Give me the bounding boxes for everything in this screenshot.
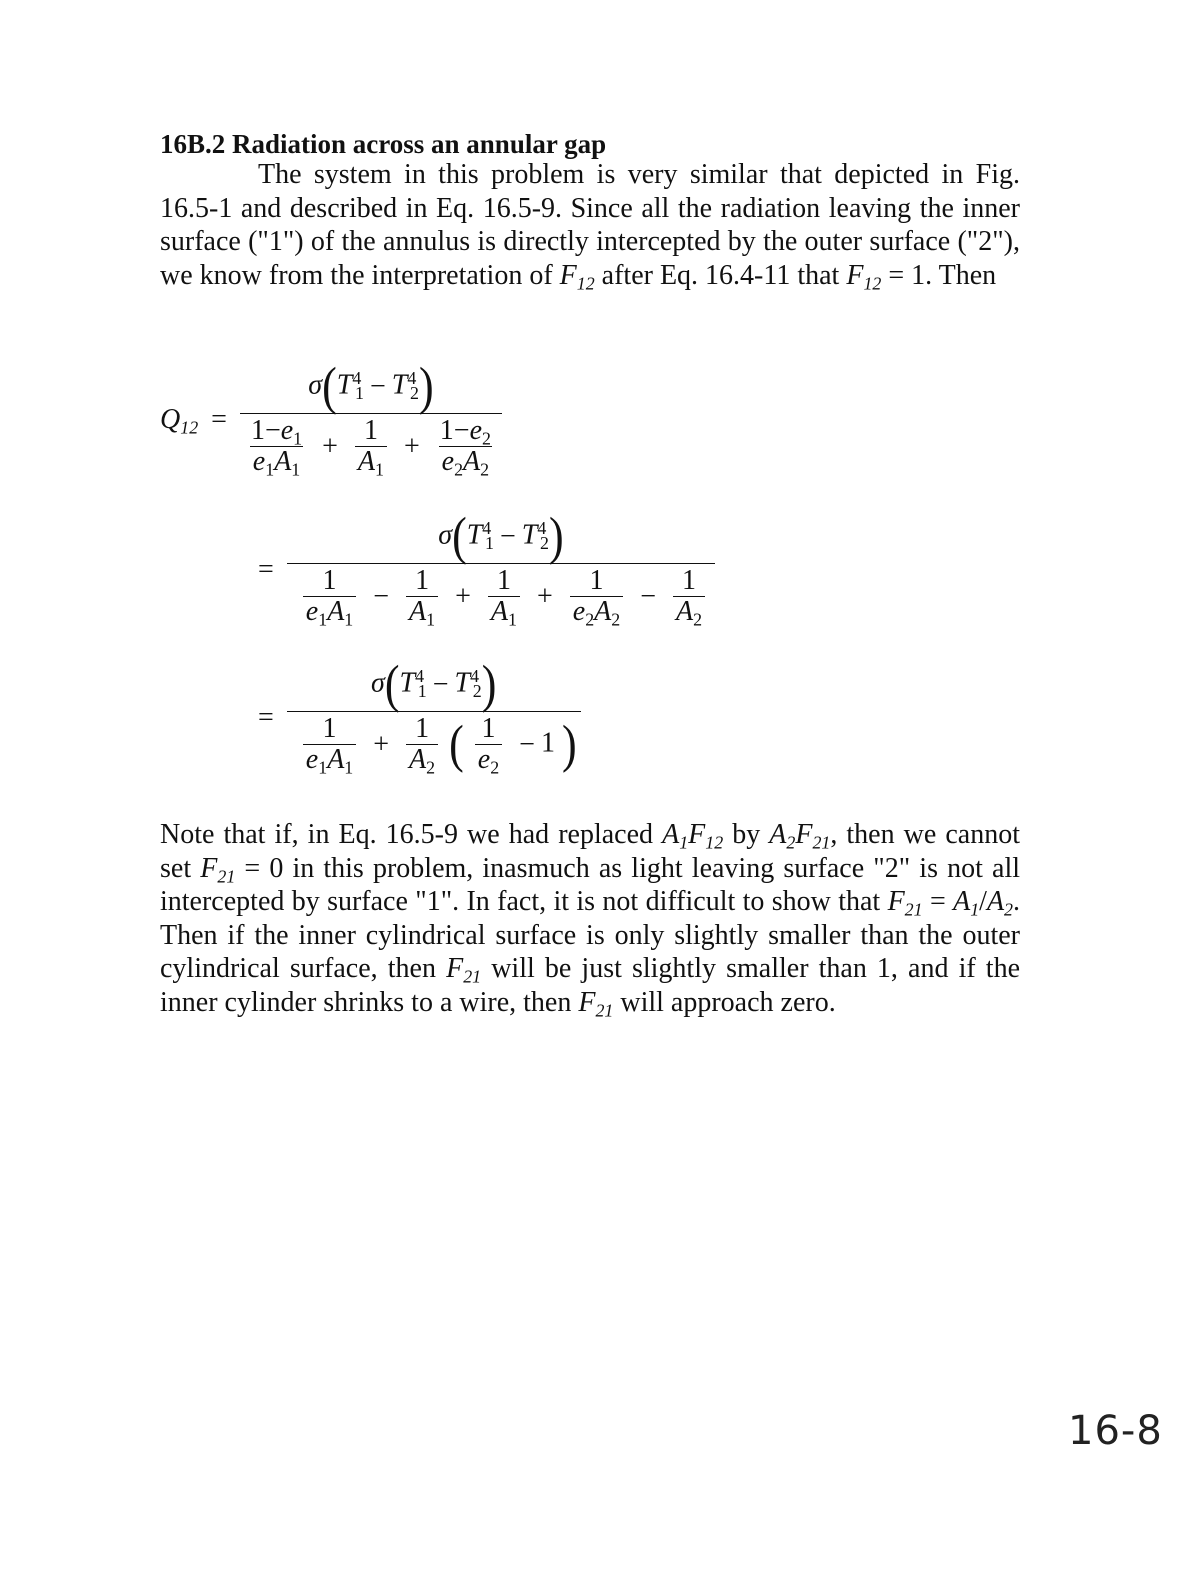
para1-text-2: after Eq. 16.4-11 that — [594, 259, 847, 291]
eq1-numerator: $\sigma(T^4_1 - T^4_2)$ — [308, 356, 434, 416]
para1-text-1: The system in this problem is very similar that depicted in Fig. 16.5-1 and described in Eq. 16.5-9. Since all the radiation leaving the inner surface ("1") of the annulus is directly intercepted by the outer surface ("2"), we know from the interpretation of — [160, 159, 1020, 291]
note-paragraph — [160, 818, 1020, 1019]
math-F21: $F_{21}$ — [578, 986, 614, 1020]
eq2-fraction — [287, 506, 715, 630]
math-A1F12: $A_1F_{12}$ — [662, 819, 724, 853]
eq1-denominator: $\frac{1-e_1}{e_1A_1}$ + $\frac{1}{A_1}$ + $\frac{1-e_2}{e_2A_2}$ — [240, 413, 502, 479]
term-1-over-A1: $\frac{1}{A_1}$ — [488, 566, 520, 629]
math-F21-equals-A1-over-A2: $F_{21} = A_1/A_2$ — [887, 886, 1013, 920]
para1-text-3: = 1. Then — [881, 259, 997, 291]
term-1-over-A2: $\frac{1}{A_2}$ — [673, 566, 705, 629]
eq2-denominator: $\frac{1}{e_1A_1}$ − $\frac{1}{A_1}$ + $\frac{1}{A_1}$ + $\frac{1}{e_2A_2}$ − $\frac{1}{A_2}$ — [287, 563, 715, 629]
term-1-over-e1A1: $\frac{1}{e_1A_1}$ — [303, 566, 356, 629]
eq1-lhs: $Q_{12}$ — [160, 404, 199, 438]
math-F21: $F_{21}$ — [200, 852, 236, 886]
math-F12: $F_{12}$ — [846, 259, 882, 293]
term-1-minus-e1-over-e1A1: $\frac{1-e_1}{e_1A_1}$ — [250, 414, 303, 480]
equals-sign: = — [258, 554, 274, 586]
problem-heading: 16B.2 Radiation across an annular gap — [160, 129, 607, 159]
term-1-minus-e2-over-e2A2: $\frac{1-e_2}{e_2A_2}$ — [439, 414, 491, 480]
para2-text-7: will approach zero. — [613, 986, 836, 1018]
equation-3 — [252, 654, 581, 778]
term-1-over-A1: $\frac{1}{A_1}$ — [355, 416, 387, 479]
para2-text-5: . Then if the inner cylindrical surface is only slightly smaller than the outer cylindrical surface, then — [160, 886, 1020, 984]
para2-text-4: = 0 in this problem, inasmuch as light leaving surface "2" is not all intercepted by surface "1". In fact, it is not difficult to show that — [160, 852, 1020, 917]
intro-paragraph — [160, 158, 1020, 292]
eq2-numerator: $\sigma(T^4_1 - T^4_2)$ — [438, 506, 564, 566]
math-F12: $F_{12}$ — [559, 259, 595, 293]
eq3-denominator: $\frac{1}{e_1A_1}$ + $\frac{1}{A_2}$ ( $\frac{1}{e_2}$ − 1 ) — [287, 711, 581, 777]
para2-text-6: will be just slightly smaller than 1, and if the inner cylinder shrinks to a wire, then — [160, 953, 1020, 1018]
para2-text-2: by — [723, 819, 770, 850]
handwritten-page-number: 16-8 — [1068, 1408, 1163, 1454]
para2-text-3: , then we cannot set — [160, 819, 1020, 884]
math-A2F21: $A_2F_{21}$ — [769, 819, 831, 853]
math-F21: $F_{21}$ — [446, 953, 482, 987]
para2-text-1: Note that if, in Eq. 16.5-9 we had replaced — [160, 819, 663, 850]
eq3-numerator: $\sigma(T^4_1 - T^4_2)$ — [371, 654, 497, 714]
term-1-over-e2: $\frac{1}{e_2}$ — [475, 714, 502, 777]
eq3-fraction — [287, 654, 581, 778]
equation-1 — [160, 356, 502, 480]
term-1-over-A1: $\frac{1}{A_1}$ — [406, 566, 438, 629]
eq1-fraction — [240, 356, 502, 480]
term-1-over-e2A2: $\frac{1}{e_2A_2}$ — [570, 566, 623, 629]
equals-sign: = — [258, 702, 274, 734]
equals-sign: = — [211, 404, 227, 436]
equation-2 — [252, 506, 715, 630]
term-1-over-e1A1: $\frac{1}{e_1A_1}$ — [303, 714, 356, 777]
term-1-over-A2: $\frac{1}{A_2}$ — [406, 714, 438, 777]
